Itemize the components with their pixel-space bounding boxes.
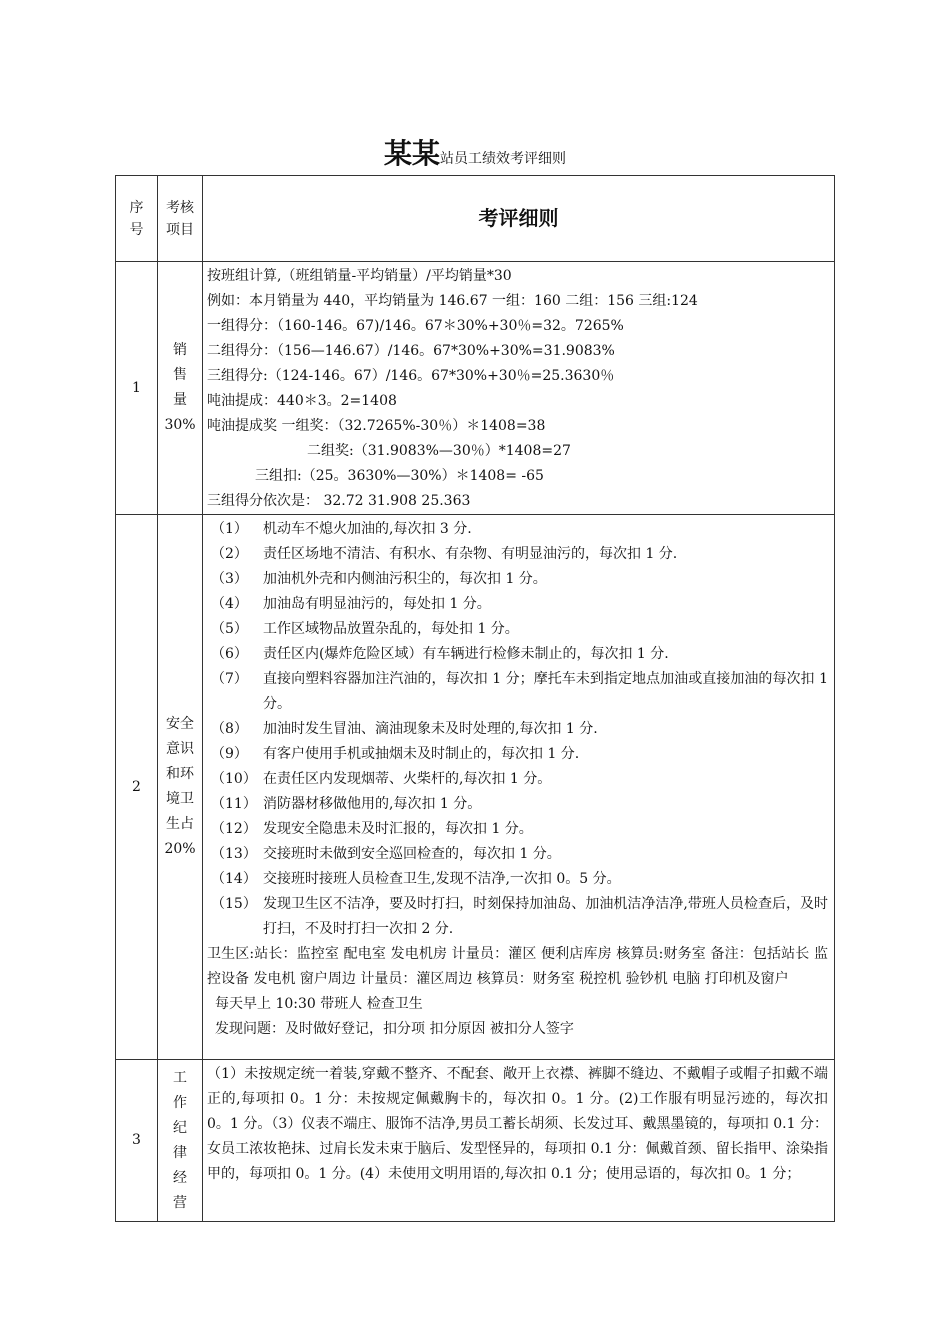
rule-item: （5） 工作区域物品放置杂乱的，每处扣 1 分。 [211,621,519,637]
row1-line: 二组得分：（156—146.67）/146。67*30%+30%=31.9083% [207,343,615,359]
row1-number: 1 [116,262,158,515]
rule-item: （8） 加油时发生冒油、滴油现象未及时处理的,每次扣 1 分. [211,721,598,737]
row1-line: 三组得分依次是： 32.72 31.908 25.363 [207,493,471,509]
daily-check-note: 每天早上 10:30 带班人 检查卫生 [215,996,423,1012]
rule-item: （4） 加油岛有明显油污的，每处扣 1 分。 [211,596,491,612]
row1-line: 例如：本月销量为 440，平均销量为 146.67 一组：160 二组：156 三组:124 [207,293,698,309]
row2-number: 2 [116,515,158,1060]
rule-item: （13） 交接班时未做到安全巡回检查的，每次扣 1 分。 [211,846,561,862]
row1-line: 吨油提成：440＊3。2=1408 [207,393,397,409]
row3-number: 3 [116,1060,158,1222]
rule-item: （9） 有客户使用手机或抽烟未及时制止的，每次扣 1 分. [211,746,580,762]
row1-line: 一组得分：（160-146。67)/146。67＊30%+30％=32。7265% [207,318,624,334]
rule-item: （2） 责任区场地不清洁、有积水、有杂物、有明显油污的，每次扣 1 分. [211,546,678,562]
document-title [0,132,950,172]
table-row-safety [116,515,835,1060]
row3-item: 工 作 纪 律 经 营 [158,1060,203,1222]
title-bold: 某某 [383,137,440,170]
row1-line: 按班组计算,（班组销量-平均销量）/平均销量*30 [207,268,512,284]
rule-item: （1） 机动车不熄火加油的,每次扣 3 分. [211,521,472,537]
rule-item: （10） 在责任区内发现烟蒂、火柴杆的,每次扣 1 分。 [211,771,552,787]
table-row-discipline [116,1060,835,1222]
rule-item: （15） 发现卫生区不洁净，要及时打扫，时刻保持加油岛、加油机洁净洁净,带班人员检查后，及时打扫，不及时打扫一次扣 2 分. [211,896,828,937]
row1-line: 三组得分:（124-146。67）/146。67*30%+30％=25.3630％ [207,368,615,384]
evaluation-table [115,175,835,1222]
header-item: 考核 项目 [158,176,203,262]
header-detail: 考评细则 [203,176,835,262]
row1-item: 销 售 量 30% [158,262,203,515]
rule-item: （12） 发现安全隐患未及时汇报的，每次扣 1 分。 [211,821,533,837]
row1-content [203,262,835,515]
hygiene-area-note: 卫生区:站长：监控室 配电室 发电机房 计量员：灌区 便利店库房 核算员:财务室 备注：包括站长 监控设备 发电机 窗户周边 计量员：灌区周边 核算员：财务室 税控机 验钞机 电脑 打印机及窗户 [207,946,828,987]
rule-item: （3） 加油机外壳和内侧油污积尘的，每次扣 1 分。 [211,571,547,587]
problem-record-note: 发现问题：及时做好登记，扣分项 扣分原因 被扣分人签字 [215,1021,574,1037]
row2-content [203,515,835,1060]
header-row [116,176,835,262]
header-seq: 序 号 [116,176,158,262]
rule-item: （7） 直接向塑料容器加注汽油的，每次扣 1 分；摩托车未到指定地点加油或直接加油的每次扣 1 分。 [211,671,828,712]
rule-item: （14） 交接班时接班人员检查卫生,发现不洁净,一次扣 0。5 分。 [211,871,621,887]
rule-item: （6） 责任区内(爆炸危险区域）有车辆进行检修未制止的，每次扣 1 分. [211,646,669,662]
row1-line: 吨油提成奖 一组奖：（32.7265%-30％）＊1408=38 [207,418,546,434]
row1-line: 三组扣:（25。3630%—30%）＊1408= -65 [255,468,544,484]
row1-line: 二组奖:（31.9083%—30％）*1408=27 [307,443,571,459]
title-rest: 站员工绩效考评细则 [440,151,566,167]
row2-item: 安全 意识 和环 境卫 生占 20% [158,515,203,1060]
table-row-sales [116,262,835,515]
row3-content: （1）未按规定统一着装,穿戴不整齐、不配套、敞开上衣襟、裤脚不缝边、不戴帽子或帽子扣戴不端正的,每项扣 0。1 分：未按规定佩戴胸卡的，每次扣 0。1 分。(2)工作服有明显污迹的，每次扣 0。1 分。（3）仪表不端庄、服饰不洁净,男员工蓄长胡须、长发过耳、戴黑墨镜的，每项扣 0.1 分：女员工浓妆艳抹、过肩长发未束于脑后、发型怪异的，每项扣 0.1 分：佩戴首颈、留长指甲、涂染指甲的，每项扣 0。1 分。(4）未使用文明用语的,每次扣 0.1 分；使用忌语的，每次扣 0。1 分； [203,1060,835,1222]
rule-item: （11） 消防器材移做他用的,每次扣 1 分。 [211,796,482,812]
